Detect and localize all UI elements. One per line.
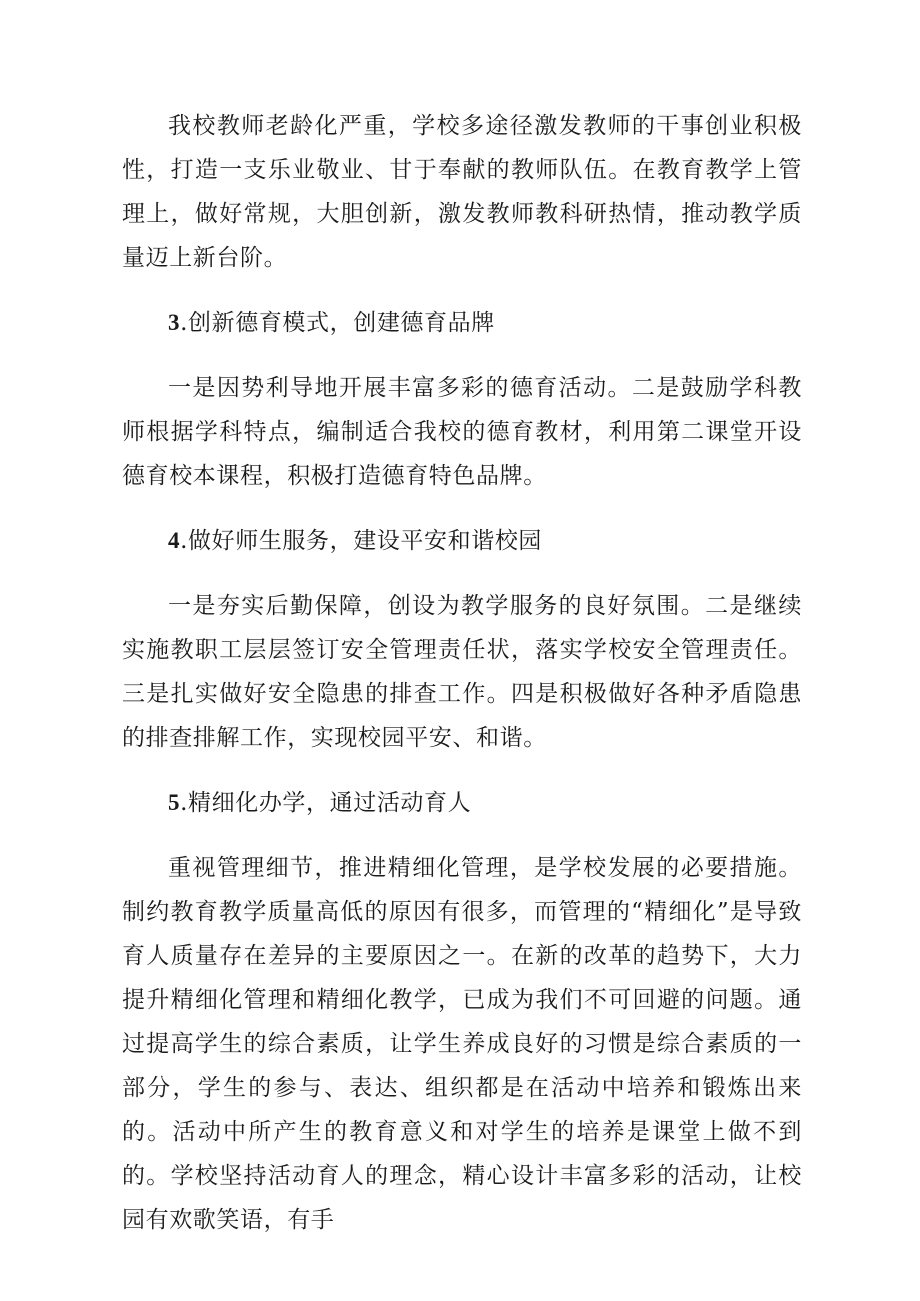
section-heading-5: [122, 781, 802, 825]
paragraph-campus-safety: 一是夯实后勤保障，创设为教学服务的良好氛围。二是继续实施教职工层层签订安全管理责任状，落实学校安全管理责任。三是扎实做好安全隐患的排查工作。四是积极做好各种矛盾隐患的排查排解工作，实现校园平安、和谐。: [122, 593, 802, 751]
section-title-4: .做好师生服务，建设平安和谐校园: [180, 528, 543, 554]
section-heading-3: [122, 301, 802, 345]
section-number-3: 3: [168, 310, 181, 335]
section-title-3: .创新德育模式，创建德育品牌: [180, 310, 495, 336]
section-number-4: 4: [168, 528, 181, 553]
paragraph-teacher-team: 我校教师老龄化严重，学校多途径激发教师的干事创业积极性，打造一支乐业敬业、甘于奉献的教师队伍。在教育教学上管理上，做好常规，大胆创新，激发教师教科研热情，推动教学质量迈上新台阶。: [122, 113, 802, 271]
section-heading-4: [122, 519, 802, 563]
section-title-5: .精细化办学，通过活动育人: [180, 790, 472, 816]
paragraph-moral-education: 一是因势利导地开展丰富多彩的德育活动。二是鼓励学科教师根据学科特点，编制适合我校的德育教材，利用第二课堂开设德育校本课程，积极打造德育特色品牌。: [122, 375, 802, 489]
paragraph-refined-management: 重视管理细节，推进精细化管理，是学校发展的必要措施。制约教育教学质量高低的原因有很多，而管理的“精细化”是导致育人质量存在差异的主要原因之一。在新的改革的趋势下，大力提升精细化管理和精细化教学，已成为我们不可回避的问题。通过提高学生的综合素质，让学生养成良好的习惯是综合素质的一部分，学生的参与、表达、组织都是在活动中培养和锻炼出来的。活动中所产生的教育意义和对学生的培养是课堂上做不到的。学校坚持活动育人的理念，精心设计丰富多彩的活动，让校园有欢歌笑语，有手: [122, 855, 802, 1233]
section-number-5: 5: [168, 790, 181, 815]
